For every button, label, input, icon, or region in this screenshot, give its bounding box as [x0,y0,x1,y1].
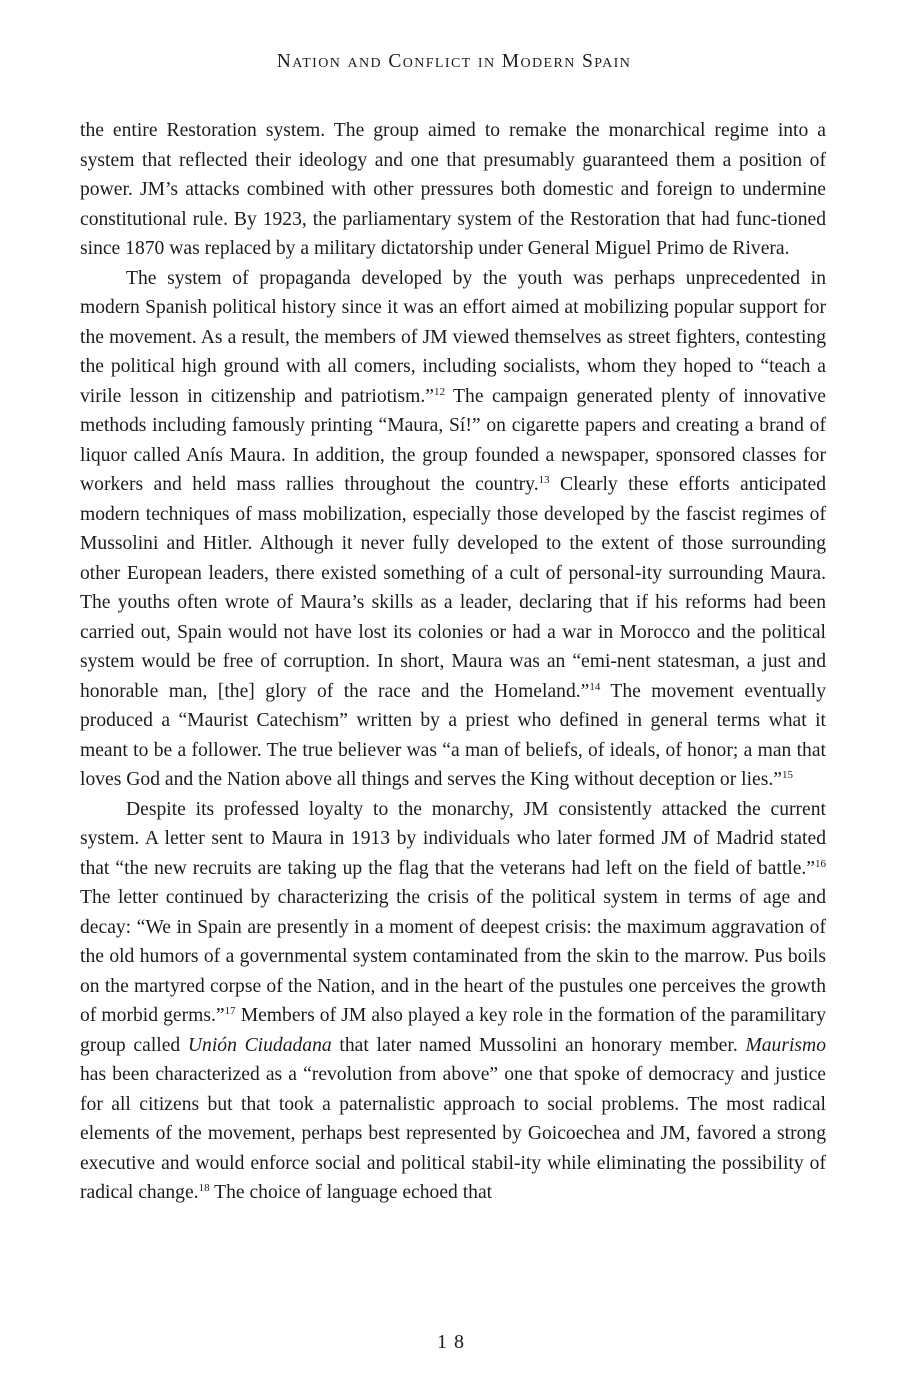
paragraph-3-text-6: The choice of language echoed that [209,1182,493,1203]
footnote-ref-12: 12 [433,385,445,398]
paragraph-1-text: the entire Restoration system. The group aimed to remake the monarchical regime into a system that reflected their ideology and one that presumably guaranteed them a position of power. JM’s attacks combined with other pressures both domestic and foreign to undermine constitutional rule. By 1923, the parliamentary system of the Restoration that had func-tioned since 1870 was replaced by a military dictatorship under General Miguel Primo de Rivera. [80,120,826,259]
paragraph-2-text-3: Clearly these efforts anticipated modern techniques of mass mobilization, especially those developed by the fascist regimes of Mussolini and Hitler. Although it never fully developed to the extent of those surrounding other European leaders, there existed something of a cult of personal-ity surrounding Maura. The youths often wrote of Maura’s skills as a leader, declaring that if his reforms had been carried out, Spain would not have lost its colonies or had a war in Morocco and the political system would be free of corruption. In short, Maura was an “emi-nent statesman, a just and honorable man, [the] glory of the race and the Homeland.” [80,474,826,702]
italic-union-ciudadana: Unión Ciudadana [187,1034,332,1056]
footnote-ref-17: 17 [224,1005,236,1017]
footnote-ref-13: 13 [538,474,550,486]
paragraph-2-text-4: The movement eventually produced a “Maurist Catechism” written by a priest who defined in general terms what it meant to be a follower. The true believer was “a man of beliefs, of ideals, of honor; a man that loves God and the Nation above all things and serves the King without deception or lies.” [80,680,826,790]
footnote-ref-15: 15 [781,769,793,781]
paragraph-3-text-3: Members of JM also played a key role in the formation of the paramilitary group called [80,1005,826,1056]
paragraph-3-text-5: has been characterized as a “revolution from above” one that spoke of democracy and justice for all citizens but that took a paternalistic approach to social problems. The most radical elements of the movement, perhaps best represented by Goicoechea and JM, favored a strong executive and would enforce social and political stabil-ity while eliminating the possibility of radical change. [80,1064,826,1203]
paragraph-2-text-2: The campaign generated plenty of innovative methods including famously printing “Maura, Sí!” on cigarette papers and creating a brand of liquor called Anís Maura. In addition, the group founded a newspaper, sponsored classes for workers and held mass rallies throughout the country. [80,385,826,495]
page-number: 18 [437,1331,471,1353]
paragraph-3-text-4: that later named Mussolini an honorary member. [331,1034,746,1056]
running-head-title: Nation and Conflict in Modern Spain [276,51,632,72]
italic-maurismo: Maurismo [745,1034,826,1056]
footnote-ref-14: 14 [589,680,601,693]
footnote-ref-16: 16 [815,857,826,870]
body-text [80,116,826,1208]
paragraph-3 [80,795,826,1208]
paragraph-3-text-1: Despite its professed loyalty to the monarchy, JM consistently attacked the current system. A letter sent to Maura in 1913 by individuals who later formed JM of Madrid stated that “the new recruits are taking up the flag that the veterans had left on the field of battle.” [80,798,826,879]
paragraph-2-text-1: The system of propaganda developed by the youth was perhaps unprecedented in modern Spanish political history since it was an effort aimed at mobilizing popular support for the movement. As a result, the members of JM viewed themselves as street fighters, contesting the political high ground with all comers, including socialists, whom they hoped to “teach a virile lesson in citizenship and patriotism.” [80,267,826,407]
paragraph-2 [80,264,826,795]
paragraph-3-text-2: The letter continued by characterizing the crisis of the political system in terms of age and decay: “We in Spain are presently in a moment of deepest crisis: the maximum aggravation of the old humors of a governmental system contaminated from the skin to the marrow. Pus boils on the martyred corpse of the Nation, and in the heart of the pustules one perceives the growth of morbid germs.” [80,887,826,1026]
paragraph-1 [80,116,826,264]
footnote-ref-18: 18 [198,1182,210,1194]
